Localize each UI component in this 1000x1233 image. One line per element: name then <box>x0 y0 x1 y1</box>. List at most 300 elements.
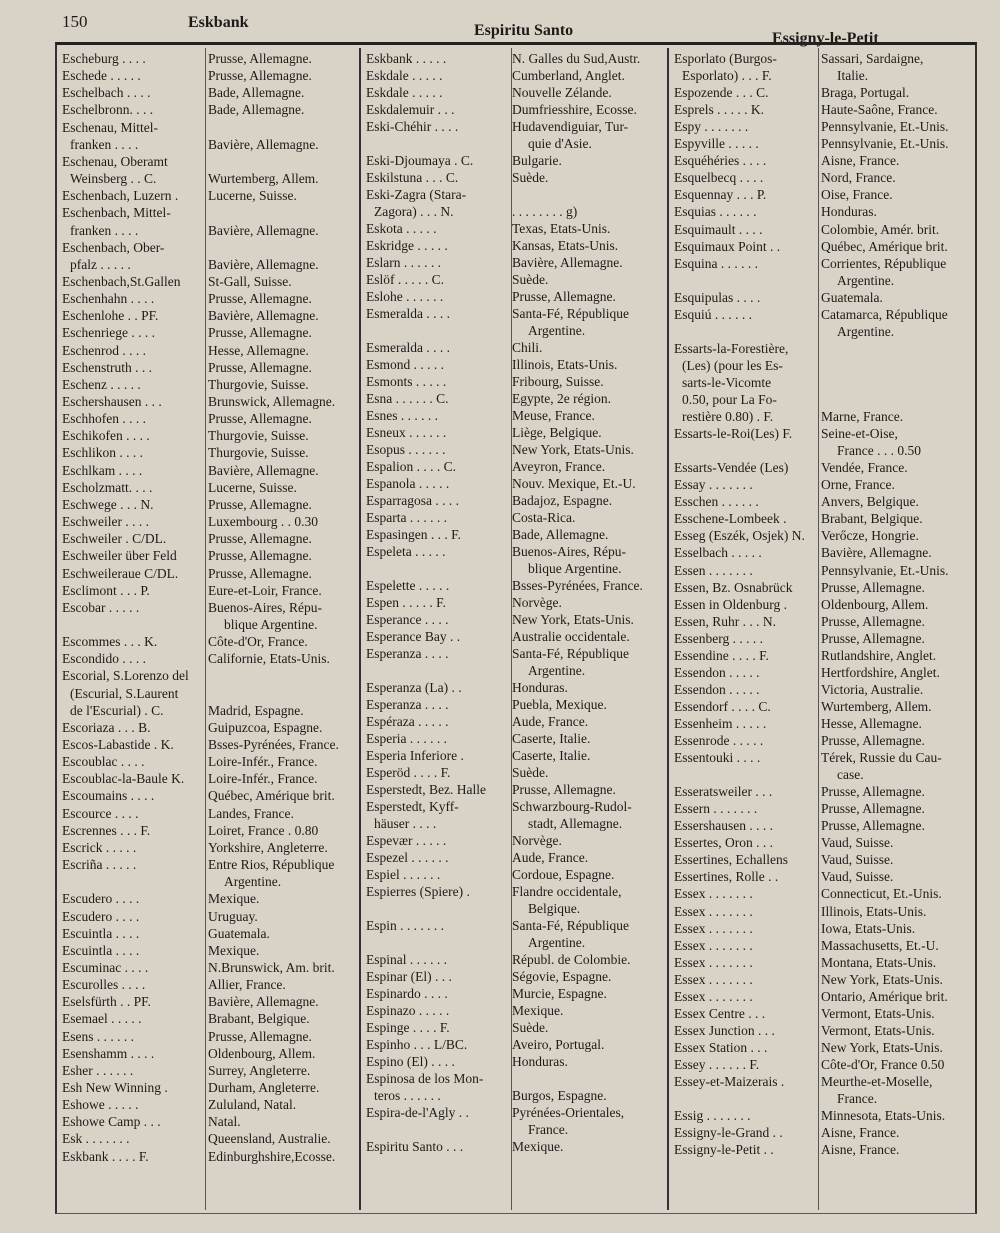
place-name: Esseg (Eszék, Osjek) N. <box>674 528 805 544</box>
place-name: Esperstedt, Bez. Halle <box>366 782 486 797</box>
place-location: Aisne, France. <box>821 1142 900 1158</box>
place-location: Lucerne, Suisse. <box>208 188 297 204</box>
place-name: Espen . . . . . F. <box>366 595 446 610</box>
entry-line <box>58 547 358 564</box>
place-location: Bsses-Pyrénées, France. <box>208 737 339 752</box>
place-name: Escobar . . . . . <box>62 599 140 615</box>
place-name: Escurolles . . . . <box>62 977 146 993</box>
entry-line <box>362 628 666 645</box>
place-location: Orne, France. <box>821 477 895 493</box>
place-name: Esquéhéries . . . . <box>674 153 767 169</box>
entry-line <box>670 169 975 186</box>
place-name: Escrick . . . . . <box>62 839 137 855</box>
entry-line <box>670 476 975 493</box>
place-name: Eschhofen . . . . <box>62 411 146 427</box>
place-location: Durham, Angleterre. <box>208 1080 320 1095</box>
entry-line <box>670 527 975 544</box>
place-location: Fribourg, Suisse. <box>512 374 604 389</box>
place-location: Argentine. <box>224 874 282 890</box>
place-name: Esseratsweiler . . . <box>674 784 773 800</box>
place-location: Argentine. <box>837 323 895 339</box>
entry-line <box>58 1045 358 1062</box>
place-name: Weinsberg . . C. <box>70 171 157 187</box>
place-location: Prusse, Allemagne. <box>821 818 925 834</box>
entry-line <box>58 187 358 204</box>
place-location: Hertfordshire, Anglet. <box>821 664 940 680</box>
place-location: Pennsylvanie, Et.-Unis. <box>821 136 949 152</box>
place-location: Vaud, Suisse. <box>821 869 894 885</box>
place-location: Puebla, Mexique. <box>512 697 607 712</box>
entry-line <box>670 715 975 732</box>
place-location: Argentine. <box>528 935 586 950</box>
entry-line <box>58 1028 358 1045</box>
entry-line <box>670 101 975 118</box>
entry-line <box>670 50 975 67</box>
place-name: Espyville . . . . . <box>674 136 759 152</box>
place-name: Essex . . . . . . . <box>674 988 753 1004</box>
place-name: Eschlikon . . . . <box>62 445 143 461</box>
place-name: Eskilstuna . . . C. <box>366 170 459 185</box>
entry-line <box>362 832 666 849</box>
place-location: Australie occidentale. <box>512 629 630 644</box>
entry-line <box>362 1087 666 1104</box>
place-location: Brabant, Belgique. <box>821 511 923 527</box>
place-location: Sassari, Sardaigne, <box>821 51 924 66</box>
place-location: Honduras. <box>512 1054 568 1069</box>
place-location: Aude, France. <box>512 714 589 729</box>
place-name: Esschene-Lombeek . <box>674 511 787 527</box>
entry-line <box>362 475 666 492</box>
place-name: Escuminac . . . . <box>62 959 149 975</box>
place-name: Essen, Ruhr . . . N. <box>674 613 776 629</box>
place-name: Esquiú . . . . . . <box>674 306 753 322</box>
place-name: Esquias . . . . . . <box>674 204 757 220</box>
entry-line <box>670 630 975 647</box>
place-name: Espin . . . . . . . <box>366 918 445 933</box>
place-location: Guatemala. <box>208 925 270 941</box>
place-name: Essey . . . . . . F. <box>674 1056 760 1072</box>
place-name: Eslarn . . . . . . <box>366 255 441 270</box>
place-location: Québec, Amérique brit. <box>208 788 335 804</box>
place-location: Prusse, Allemagne. <box>821 733 925 748</box>
place-name: Eski-Zagra (Stara- <box>366 187 467 202</box>
entry-line <box>670 698 975 715</box>
place-location: Vermont, Etats-Unis. <box>821 1022 935 1038</box>
entry-line <box>670 544 975 561</box>
place-location: Caserte, Italie. <box>512 748 591 763</box>
place-location: Bavière, Allemagne. <box>821 545 932 561</box>
entry-line <box>58 1130 358 1147</box>
place-name: Eski-Djoumaya . C. <box>366 153 474 168</box>
entry-line <box>58 222 358 239</box>
place-name: Eslöf . . . . . C. <box>366 272 445 287</box>
place-name: Eschenlohe . . PF. <box>62 308 159 324</box>
entry-line <box>362 203 666 220</box>
entry-line <box>58 856 358 873</box>
entry-line <box>58 1079 358 1096</box>
place-name: Eschenau, Oberamt <box>62 153 168 169</box>
entry-line <box>670 596 975 613</box>
place-name: Esporlato) . . . F. <box>682 68 772 84</box>
entry-line <box>362 356 666 373</box>
place-name: Esmonts . . . . . <box>366 374 447 389</box>
place-name: Essex . . . . . . . <box>674 886 753 902</box>
place-name: franken . . . . <box>70 222 139 238</box>
place-name: Escoriaza . . . B. <box>62 719 151 735</box>
place-name: Eschlkam . . . . <box>62 462 143 478</box>
place-name: teros . . . . . . <box>374 1088 441 1103</box>
entry-line <box>362 849 666 866</box>
place-name: Espinazo . . . . . <box>366 1003 450 1018</box>
place-name: Essendon . . . . . <box>674 681 760 697</box>
entry-line <box>670 67 975 84</box>
place-name: Esquipulas . . . . <box>674 289 761 305</box>
place-location: Guipuzcoa, Espagne. <box>208 719 323 735</box>
place-location: Bavière, Allemagne. <box>208 222 319 238</box>
entry-line <box>58 136 358 153</box>
entry-line <box>670 800 975 817</box>
place-location: Hudavendiguiar, Tur- <box>512 119 629 134</box>
place-name: Escudero . . . . <box>62 908 140 924</box>
place-name: Essenheim . . . . . <box>674 715 767 731</box>
place-name: franken . . . . <box>70 136 139 152</box>
place-location: Dumfriesshire, Ecosse. <box>512 102 637 117</box>
place-name: Eschenbach,St.Gallen <box>62 273 181 289</box>
place-location: Québec, Amérique brit. <box>821 238 948 254</box>
entry-line <box>58 1148 358 1165</box>
entry-line <box>58 839 358 856</box>
entry-line <box>362 101 666 118</box>
header-middle-entry: Espiritu Santo <box>474 22 574 39</box>
place-location: Argentine. <box>528 663 586 678</box>
page-number: 150 <box>62 12 88 31</box>
place-name: Espinar (El) . . . <box>366 969 452 984</box>
place-name: Escoumains . . . . <box>62 788 155 804</box>
place-location: Ontario, Amérique brit. <box>821 988 948 1004</box>
entry-line <box>58 342 358 359</box>
entry-line <box>670 425 975 442</box>
place-location: Thurgovie, Suisse. <box>208 376 309 392</box>
place-name: Espasingen . . . F. <box>366 527 461 542</box>
place-location: Bavière, Allemagne. <box>512 255 623 270</box>
place-location: Yorkshire, Angleterre. <box>208 839 328 855</box>
entry-line <box>362 1104 666 1121</box>
entry-line <box>362 900 666 917</box>
place-name: Eschenhahn . . . . <box>62 291 155 307</box>
place-location: Nouv. Mexique, Et.-U. <box>512 476 636 491</box>
entry-line <box>362 934 666 951</box>
entry-line <box>362 254 666 271</box>
place-name: Eschenriege . . . . <box>62 325 155 341</box>
place-location: Egypte, 2e région. <box>512 391 611 406</box>
place-name: Essex . . . . . . . <box>674 954 753 970</box>
place-location: Ségovie, Espagne. <box>512 969 612 984</box>
place-name: Espanola . . . . . <box>366 476 450 491</box>
place-name: Escorial, S.Lorenzo del <box>62 668 189 684</box>
place-name: Zagora) . . . N. <box>374 204 454 219</box>
place-location: Oldenbourg, Allem. <box>821 596 929 612</box>
place-name: Essen, Bz. Osnabrück <box>674 579 793 595</box>
place-location: Loire-Infér., France. <box>208 771 318 787</box>
entry-line <box>58 290 358 307</box>
place-location: Catamarca, République <box>821 306 948 322</box>
place-name: Esperance . . . . <box>366 612 449 627</box>
place-name: Eschenbach, Luzern . <box>62 188 179 204</box>
entry-line <box>670 1141 975 1158</box>
place-name: Espevær . . . . . <box>366 833 447 848</box>
entry-line <box>670 937 975 954</box>
entry-line <box>362 492 666 509</box>
place-location: Prusse, Allemagne. <box>208 565 312 581</box>
place-name: Eschelbach . . . . <box>62 85 151 101</box>
entry-line <box>670 442 975 459</box>
place-name: Eskridge . . . . . <box>366 238 448 253</box>
place-location: New York, Etats-Unis. <box>821 1039 943 1055</box>
entry-line <box>58 393 358 410</box>
place-name: Esprels . . . . . K. <box>674 102 764 118</box>
place-location: Flandre occidentale, <box>512 884 622 899</box>
place-name: Essex . . . . . . . <box>674 937 753 953</box>
place-name: Escource . . . . <box>62 805 139 821</box>
place-name: Esparragosa . . . . <box>366 493 459 508</box>
place-name: Eschenrod . . . . <box>62 342 146 358</box>
place-location: Côte-d'Or, France. <box>208 634 308 650</box>
place-name: Espy . . . . . . . <box>674 119 749 135</box>
place-name: Escuintla . . . . <box>62 942 140 958</box>
place-location: Schwarzbourg-Rudol- <box>512 799 632 814</box>
place-name: Eski-Chéhir . . . . <box>366 119 459 134</box>
place-name: Essenrode . . . . . <box>674 733 764 748</box>
place-location: Bade, Allemagne. <box>512 527 609 542</box>
place-name: Essen in Oldenburg . <box>674 596 787 612</box>
place-location: Entre Rios, République <box>208 857 335 873</box>
place-location: Prusse, Allemagne. <box>208 359 312 375</box>
place-location: Badajoz, Espagne. <box>512 493 613 508</box>
place-location: Madrid, Espagne. <box>208 702 304 718</box>
entry-section-3 <box>670 50 975 1210</box>
place-location: Bavière, Allemagne. <box>208 256 319 272</box>
entry-line <box>670 1056 975 1073</box>
entry-line <box>670 749 975 766</box>
place-name: Escuintla . . . . <box>62 925 140 941</box>
entry-line <box>362 1070 666 1087</box>
place-name: Escoublac-la-Baule K. <box>62 771 185 787</box>
place-location: Suède. <box>512 765 549 780</box>
entry-line <box>362 747 666 764</box>
place-name: Eskbank . . . . . <box>366 51 447 66</box>
entry-line <box>362 560 666 577</box>
place-location: Suède. <box>512 170 549 185</box>
place-location: Honduras. <box>821 204 877 220</box>
place-name: Essarts-le-Roi(Les) F. <box>674 426 793 442</box>
place-name: Esclimont . . . P. <box>62 582 150 598</box>
place-location: Minnesota, Etats-Unis. <box>821 1108 946 1124</box>
place-name: Esperia Inferiore . <box>366 748 464 763</box>
entry-line <box>670 920 975 937</box>
place-name: Esschen . . . . . . <box>674 494 759 510</box>
place-location: Prusse, Allemagne. <box>512 289 616 304</box>
place-location: Meurthe-et-Moselle, <box>821 1074 933 1089</box>
place-name: Esnes . . . . . . <box>366 408 438 423</box>
place-name: (Les) (pour les Es- <box>682 357 783 373</box>
place-name: Eschenbach, Ober- <box>62 239 165 255</box>
entry-line <box>670 647 975 664</box>
place-location: Wurtemberg, Allem. <box>208 171 319 187</box>
place-location: Pennsylvanie, Et.-Unis. <box>821 119 949 135</box>
place-name: Eschweiler . . . . <box>62 514 149 530</box>
place-location: Nord, France. <box>821 170 896 186</box>
place-name: Eschenstruth . . . <box>62 359 152 375</box>
entry-line <box>58 256 358 273</box>
entry-line <box>670 885 975 902</box>
place-location: Argentine. <box>837 272 895 288</box>
place-name: Esneux . . . . . . <box>366 425 447 440</box>
entry-line <box>362 917 666 934</box>
place-location: Vaud, Suisse. <box>821 852 894 868</box>
place-name: (Escurial, S.Laurent <box>70 685 179 701</box>
place-name: Essex Junction . . . <box>674 1022 775 1038</box>
entry-line <box>58 565 358 582</box>
place-location: Rutlandshire, Anglet. <box>821 647 937 663</box>
entry-line <box>670 954 975 971</box>
place-location: Californie, Etats-Unis. <box>208 651 330 667</box>
place-location: France. <box>837 1091 878 1107</box>
place-location: blique Argentine. <box>528 561 622 576</box>
entry-line <box>362 1036 666 1053</box>
entry-line <box>670 851 975 868</box>
entry-line <box>58 616 358 633</box>
entry-section-2 <box>362 50 666 1210</box>
place-name: Espira-de-l'Agly . . <box>366 1105 469 1120</box>
entry-line <box>58 1113 358 1130</box>
entry-line <box>58 513 358 530</box>
place-name: Esperöd . . . . F. <box>366 765 451 780</box>
entry-line <box>670 1022 975 1039</box>
place-name: Essex Station . . . <box>674 1039 768 1055</box>
entry-line <box>362 339 666 356</box>
place-location: Montana, Etats-Unis. <box>821 954 937 970</box>
place-location: Nouvelle Zélande. <box>512 85 612 100</box>
place-name: Escoublac . . . . <box>62 754 145 770</box>
place-location: Verőcze, Hongrie. <box>821 528 919 544</box>
entry-line <box>362 135 666 152</box>
entry-line <box>670 152 975 169</box>
entry-line <box>362 764 666 781</box>
place-location: Bade, Allemagne. <box>208 102 305 118</box>
place-location: Cumberland, Anglet. <box>512 68 625 83</box>
place-location: Vaud, Suisse. <box>821 835 894 851</box>
place-name: Esh New Winning . <box>62 1080 168 1095</box>
entry-line <box>362 169 666 186</box>
entry-line <box>670 408 975 425</box>
place-name: Eschenz . . . . . <box>62 376 141 392</box>
entry-line <box>670 1090 975 1107</box>
place-location: Mexique. <box>208 942 260 958</box>
entry-line <box>670 971 975 988</box>
place-name: Espezel . . . . . . <box>366 850 449 865</box>
entry-line <box>58 170 358 187</box>
place-location: Massachusetts, Et.-U. <box>821 937 939 953</box>
place-location: Burgos, Espagne. <box>512 1088 607 1103</box>
place-name: Essertes, Oron . . . <box>674 835 773 851</box>
place-location: Honduras. <box>512 680 568 695</box>
entry-line <box>58 462 358 479</box>
place-location: Haute-Saône, France. <box>821 102 938 118</box>
place-location: Norvège. <box>512 595 562 610</box>
entry-line <box>58 650 358 667</box>
place-location: Illinois, Etats-Unis. <box>512 357 618 372</box>
place-location: Lucerne, Suisse. <box>208 479 297 495</box>
entry-line <box>362 594 666 611</box>
entry-line <box>362 458 666 475</box>
place-name: Esmeralda . . . . <box>366 340 450 355</box>
place-name: Espelette . . . . . <box>366 578 450 593</box>
entry-line <box>58 239 358 256</box>
place-name: Espiritu Santo . . . <box>366 1139 464 1154</box>
entry-line <box>670 681 975 698</box>
place-name: Espinho . . . L/BC. <box>366 1037 468 1052</box>
place-name: Essex . . . . . . . <box>674 903 753 919</box>
entry-line <box>58 101 358 118</box>
place-location: Wurtemberg, Allem. <box>821 698 932 714</box>
place-name: Escondido . . . . <box>62 651 146 667</box>
place-location: Pyrénées-Orientales, <box>512 1105 625 1120</box>
entry-line <box>58 530 358 547</box>
place-location: Prusse, Allemagne. <box>208 325 312 341</box>
place-name: Espeleta . . . . . <box>366 544 446 559</box>
place-location: Prusse, Allemagne. <box>821 579 925 595</box>
place-location: Mexique. <box>512 1003 564 1018</box>
entry-line <box>362 220 666 237</box>
entry-line <box>670 834 975 851</box>
place-name: Esperanza . . . . <box>366 646 449 661</box>
place-location: France. <box>528 1122 569 1137</box>
place-location: Liège, Belgique. <box>512 425 602 440</box>
place-location: St-Gall, Suisse. <box>208 273 292 289</box>
place-location: Loiret, France . 0.80 <box>208 822 319 838</box>
place-location: Belgique. <box>528 901 581 916</box>
entry-line <box>58 873 358 890</box>
place-location: Allier, France. <box>208 977 286 993</box>
entry-line <box>362 985 666 1002</box>
entry-line <box>58 976 358 993</box>
place-location: Prusse, Allemagne. <box>208 411 312 427</box>
entry-line <box>58 324 358 341</box>
place-name: Esparta . . . . . . <box>366 510 447 525</box>
entry-line <box>58 67 358 84</box>
place-name: Esquimaux Point . . <box>674 238 781 254</box>
entry-line <box>362 883 666 900</box>
place-name: Espinge . . . . F. <box>366 1020 450 1035</box>
place-location: Prusse, Allemagne. <box>821 801 925 817</box>
place-name: Esquelbecq . . . . <box>674 170 764 186</box>
place-location: Prusse, Allemagne. <box>512 782 616 797</box>
entry-line <box>58 667 358 684</box>
entry-line <box>58 410 358 427</box>
entry-line <box>58 153 358 170</box>
place-location: Cordoue, Espagne. <box>512 867 615 882</box>
place-name: Esperanza . . . . <box>366 697 449 712</box>
place-location: Prusse, Allemagne. <box>208 548 312 564</box>
place-name: Eschweiler über Feld <box>62 548 177 564</box>
entry-line <box>670 1039 975 1056</box>
place-name: Espéraza . . . . . <box>366 714 449 729</box>
entry-line <box>670 988 975 1005</box>
place-location: Prusse, Allemagne. <box>208 1028 312 1044</box>
entry-line <box>362 1053 666 1070</box>
entry-line <box>670 272 975 289</box>
place-location: Vendée, France. <box>821 460 908 476</box>
